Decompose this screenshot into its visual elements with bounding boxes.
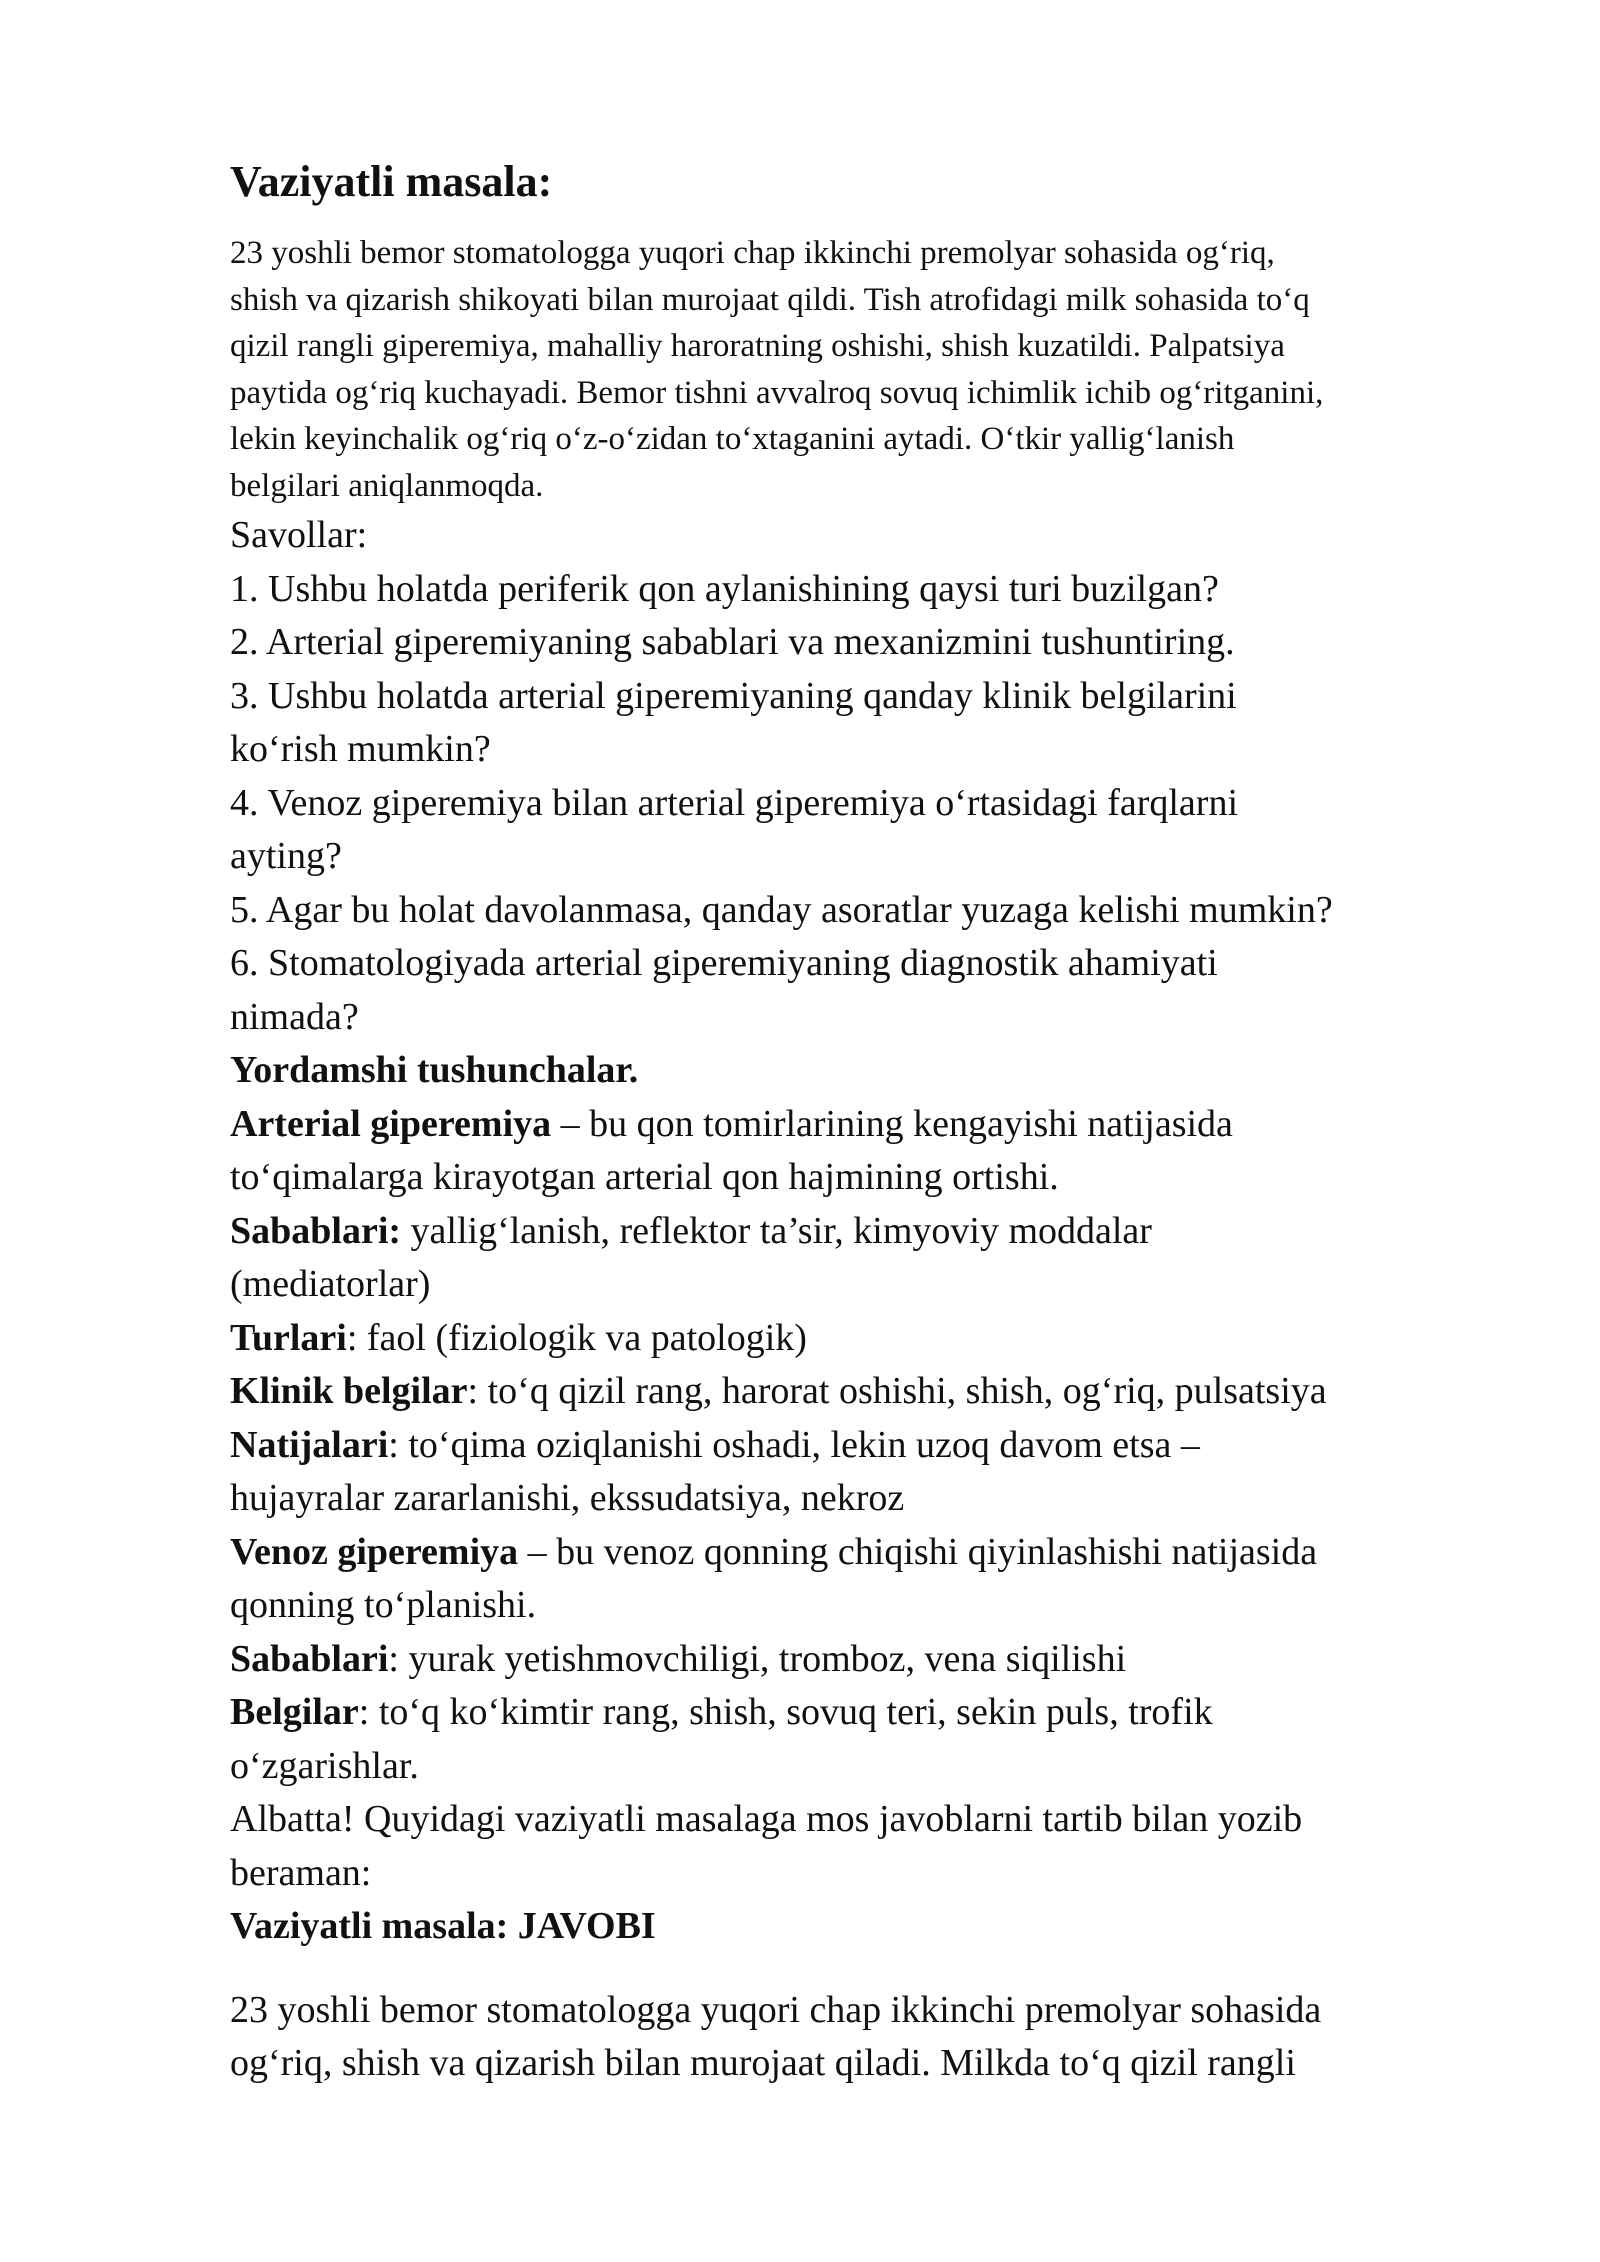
arterial-types-line [230,1312,1530,1366]
case-line: lekin keyinchalik og‘riq o‘z-o‘zidan to‘xtaganini aytadi. O‘tkir yallig‘lanish [230,421,1235,457]
venous-signs-line [230,1686,1530,1740]
page-title: Vaziyatli masala: [230,157,553,206]
venous-term: Venoz giperemiya [230,1530,519,1573]
question-item-continuation: nimada? [230,995,359,1038]
venous-signs-text: : to‘q ko‘kimtir rang, shish, sovuq teri, sekin puls, trofik [358,1691,1213,1733]
arterial-signs-text: : to‘q qizil rang, harorat oshishi, shish, og‘riq, pulsatsiya [467,1370,1327,1412]
answer-line: 23 yoshli bemor stomatologga yuqori chap ikkinchi premolyar sohasida [230,1988,1322,2031]
venous-definition-line [230,1526,1530,1580]
case-line: paytida og‘riq kuchayadi. Bemor tishni avvalroq sovuq ichimlik ichib og‘ritganini, [230,374,1324,411]
answer-heading: Vaziyatli masala: JAVOBI [230,1905,656,1947]
case-description [230,230,1530,509]
question-item: 6. Stomatologiyada arterial giperemiyaning diagnostik ahamiyati [230,942,1218,984]
venous-definition-continuation: qonning to‘planishi. [230,1584,537,1626]
closing-line: Albatta! Quyidagi vaziyatli masalaga mos javoblarni tartib bilan yozib [230,1798,1303,1840]
arterial-types-text: : faol (fiziologik va patologik) [346,1316,807,1359]
arterial-results-line [230,1419,1530,1473]
question-item-continuation: ayting? [230,835,342,877]
arterial-hyperemia-section [230,1098,1530,1526]
question-item: 3. Ushbu holatda arterial giperemiyaning qanday klinik belgilarini [230,674,1237,717]
case-line: belgilari aniqlanmoqda. [230,467,544,504]
arterial-causes-text: yallig‘lanish, reflektor ta’sir, kimyoviy moddalar [401,1209,1152,1252]
document-body [230,509,1530,2091]
answer-line: og‘riq, shish va qizarish bilan murojaat qiladi. Milkda to‘q qizil rangli [230,2042,1296,2084]
concepts-heading: Yordamshi tushunchalar. [230,1049,639,1091]
arterial-causes-label: Sabablari: [230,1209,402,1252]
venous-causes-text: : yurak yetishmovchiligi, tromboz, vena siqilishi [388,1637,1127,1680]
case-line: 23 yoshli bemor stomatologga yuqori chap ikkinchi premolyar sohasida og‘riq, [230,235,1275,271]
case-line: qizil rangli giperemiya, mahalliy haroratning oshishi, shish kuzatildi. Palpatsiya [230,328,1285,364]
arterial-causes-continuation: (mediatorlar) [230,1263,431,1305]
venous-signs-label: Belgilar [230,1691,359,1733]
arterial-signs-line [230,1365,1530,1419]
questions-list [230,563,1530,1045]
arterial-types-label: Turlari [230,1316,347,1359]
arterial-definition-continuation: to‘qimalarga kirayotgan arterial qon hajmining ortishi. [230,1156,1059,1198]
question-item: 1. Ushbu holatda periferik qon aylanishining qaysi turi buzilgan? [230,567,1219,610]
arterial-signs-label: Klinik belgilar [230,1370,468,1412]
arterial-results-label: Natijalari [230,1423,389,1466]
venous-causes-line [230,1633,1530,1687]
venous-definition-text: – bu venoz qonning chiqishi qiyinlashishi natijasida [518,1530,1318,1573]
arterial-term: Arterial giperemiya [230,1102,552,1145]
venous-causes-label: Sabablari [230,1637,389,1680]
arterial-causes-line [230,1205,1530,1259]
questions-heading: Savollar: [230,514,368,556]
arterial-definition-text: – bu qon tomirlarining kengayishi natijasida [551,1102,1233,1145]
arterial-results-text: : to‘qima oziqlanishi oshadi, lekin uzoq davom etsa – [388,1423,1200,1466]
question-item-continuation: ko‘rish mumkin? [230,728,491,770]
closing-continuation: beraman: [230,1851,372,1894]
venous-hyperemia-section [230,1526,1530,1794]
arterial-definition-line [230,1098,1530,1152]
case-line: shish va qizarish shikoyati bilan murojaat qildi. Tish atrofidagi milk sohasida to‘q [230,281,1310,318]
document-page [230,150,1530,2091]
arterial-results-continuation: hujayralar zararlanishi, ekssudatsiya, nekroz [230,1477,905,1519]
question-item: 2. Arterial giperemiyaning sabablari va mexanizmini tushuntiring. [230,621,1235,663]
question-item: 5. Agar bu holat davolanmasa, qanday asoratlar yuzaga kelishi mumkin? [230,888,1333,931]
question-item: 4. Venoz giperemiya bilan arterial giperemiya o‘rtasidagi farqlarni [230,781,1239,824]
venous-signs-continuation: o‘zgarishlar. [230,1744,419,1787]
